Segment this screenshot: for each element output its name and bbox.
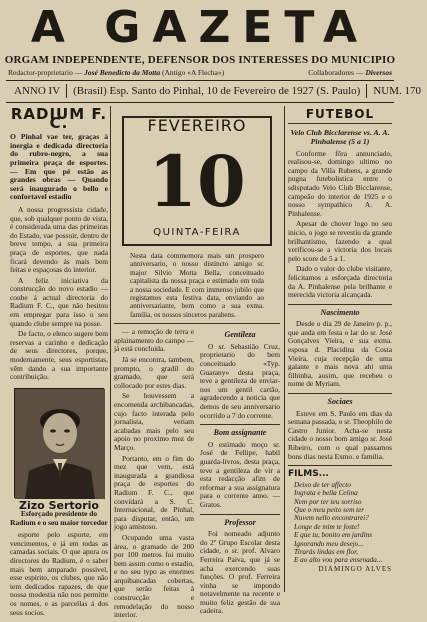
issue-number: NUM. 170 bbox=[373, 85, 421, 97]
calendar-day: 10 bbox=[148, 140, 246, 223]
poem-line: E ao alto vou para ensenada... bbox=[294, 556, 383, 565]
poem-line: E que tu, bonito em jardins bbox=[294, 531, 372, 540]
poem-line: Tirarás lindas em flor, bbox=[294, 548, 358, 557]
calendar-box bbox=[122, 116, 272, 246]
column-futebol bbox=[288, 106, 392, 592]
photo-name: Zizo Sertorio bbox=[19, 498, 99, 512]
anniversary-note: Nesta data commemora mais um prospero anniversario, o nosso distincto amigo sr. major Silvio Motta Bella, conceituado capitalista da nossa praça e estimado em toda a nossa sociedade. E com immenso jubilo que registamos esta festiva data, enviando ao anniversariante, bem como a sua exma. familia, os nossos sinceros parabens. bbox=[130, 252, 264, 319]
radium-paragraph: A feliz iniciativa da construcção do novo estadio — coube á actual directoria do Radium F. C., que não hesitou em empregar para isso o seu quando clube sempre na posse. bbox=[10, 275, 108, 328]
gentileza-heading: Gentileza bbox=[224, 330, 256, 340]
dateline bbox=[8, 84, 421, 98]
masthead-staff-line bbox=[8, 68, 392, 77]
radium-continued: Já se encontra, tambem, prompto, o gradil do gramado, que será collocado por estes dias. bbox=[114, 355, 194, 390]
futebol-headline: FUTEBOL bbox=[305, 107, 375, 121]
professor-text: Foi nomeado adjunto do 2º Grupo Escolar desta cidade, o sr. prof. Alvaro Ferreira Paiva, que já se acha exercendo suas funções. O prof. Ferreira vinha se impondo notavelmente na recente e muito feliz gestão de sua cadeira. bbox=[200, 529, 280, 616]
radium-lede: O Pinhal vae ter, graças á inergia e dedicada directoria do rubro-negro, a sua primeira praça de esportes. — Em que pé estão as grandes obras — Quando será inaugurado o bello e confortavel estadio bbox=[10, 132, 108, 202]
poem-line: Nuvem nello encontrarei? bbox=[294, 514, 369, 523]
center-subcolumns bbox=[114, 328, 280, 622]
films-poem bbox=[288, 481, 392, 565]
futebol-paragraph: Conforme fôra annunciado, realisou-se, domingo ultimo no campo da Villa Rubens, a grande pugna futebolistica entre o sdisputado Velo Club Bicclarense, campeão do interior de 1925 e o nosso sympathico A. A. Pinhalense. bbox=[288, 148, 392, 218]
futebol-paragraph: Dado o valor do clube visitante, felicitamos a esforçada directoria da A. Pinhalense pela brilhante e merecida victoria alcançada. bbox=[288, 264, 392, 300]
poem-line: Ingrata e bella Celina bbox=[294, 489, 358, 498]
section-divider bbox=[200, 424, 280, 425]
sociaes-heading: Sociaes bbox=[327, 397, 353, 407]
column-divider bbox=[284, 106, 285, 592]
futebol-paragraph: Apesar de chover logo no seu inicio, o jogo se revestiu da grande brilhantismo, fazendo a qual verificou-se a victoria dos locais pelo score de 5 a 1. bbox=[288, 219, 392, 263]
calendar-weekday: QUINTA-FEIRA bbox=[153, 227, 241, 239]
professor-heading: Professor bbox=[224, 517, 256, 527]
column-radium bbox=[10, 105, 108, 617]
sociaes-text: Esteve em S. Paulo em dias da semana passada, o sr. Theophilo de Castro Junior. Acha-se nesta cidade o nosso bom amigo sr. José Ribeiro, com o qual passamos bons dias nesta Exmo. e familia. bbox=[288, 408, 392, 461]
masthead-title: A GAZETA bbox=[30, 2, 370, 53]
radium-continued: Se houvessem a encomenda archibancadas, cujo facto interada pelo jornalista, veriam acabadas mais pelo seu apoio no proximo mez de Março. bbox=[114, 391, 194, 452]
center-right-subcolumn bbox=[200, 328, 280, 622]
issue-year: ANNO IV bbox=[14, 85, 61, 97]
nascimento-heading: Nascimento bbox=[320, 307, 360, 317]
photo-caption: Esforçado presidente do Radium e o seu maior torcedor bbox=[10, 509, 108, 527]
masthead-rule-top bbox=[6, 80, 394, 81]
section-divider bbox=[288, 393, 392, 394]
bom-assignante-text: O estimado moço sr. José de Fellipe, habil guarda-livros, desta praça, teve a gentileza de vir a esta redacção afim de reformar a sua assignatura para o corrente anno. — Gratos. bbox=[200, 439, 280, 509]
films-heading: FILMS... bbox=[288, 469, 329, 480]
bom-assignante-heading: Bom assignante bbox=[213, 428, 267, 438]
poem-line: Ignorando meu desejo... bbox=[294, 539, 364, 548]
column-center bbox=[114, 106, 280, 620]
radium-continued: Portanto, em o fim do mez que vem, está inaugurada a grandiosa praça de esportes do Radium F. C., que convidará a S. C. Internacional, de Pinhal, para disputar, então, um jogo amistoso. bbox=[114, 453, 194, 532]
section-divider bbox=[200, 514, 280, 515]
collaborators-credit: Collaboradores — Diversos bbox=[308, 68, 392, 77]
section-divider bbox=[288, 304, 392, 305]
poem-signature: DIAMINGO ALVES bbox=[318, 564, 392, 573]
center-left-subcolumn bbox=[114, 328, 194, 622]
poem-line: Deixo de ter affecto bbox=[294, 480, 351, 489]
poem-line: Nem por ter teu sorriso bbox=[294, 497, 362, 506]
section-divider bbox=[288, 465, 392, 466]
radium-continued: — a remoção de terra e aplainamento do campo — já está concluida. bbox=[114, 327, 194, 354]
portrait-image bbox=[15, 389, 105, 499]
calendar-month: FEVEREIRO bbox=[147, 116, 247, 135]
portrait-photo bbox=[14, 388, 104, 498]
radium-paragraph: A nossa progressista cidade, que, sob qualquer ponto de vista, é considerada uma das primeiras do Estado, vae possuir, dentro de breve tempo, a sua primeira praça de esportes, que nada ficará devendo ás mais bem feitas e espaçosas do interior. bbox=[10, 204, 108, 275]
radium-headline: RADIUM F. C. bbox=[10, 105, 108, 132]
masthead-rule-bottom bbox=[6, 102, 394, 103]
poem-line: Que o meu peito sem ter bbox=[294, 506, 365, 514]
issue-place-date: (Brasil) Esp. Santo do Pinhal, 10 de Fevereiro de 1927 (S. Paulo) bbox=[73, 85, 361, 97]
poem-line: Longe de mim te foste! bbox=[294, 522, 360, 531]
section-divider bbox=[288, 123, 392, 124]
column-divider bbox=[110, 106, 111, 592]
nascimento-text: Desde o dia 29 de Janeiro p. p., que anda em festa o lar do sr. José Gonçalves Vieira, e sua exma. esposa d. Placidina da Costa Vieira, cuja recepção de uma galante e mais nova ahi uma filhinha, ausim, que recebeu o nome de Myriam. bbox=[288, 319, 392, 389]
radium-paragraph: esporte pelo esporte, em vencimentos, e já em todas as camadas sociais. O que apura os directores do Radium, é o saber mais bem amparado possivel, esse espirito, os clubes, que não tem dedicados rapazes, de que nossa modestia não nos permitte os nomes, e as parcellas á dos seus socios. bbox=[10, 530, 108, 617]
gentileza-text: O sr. Sebastião Cruz, proprietario do bem conceituado «Typ. Guarany» desta praça, teve a gentileza de enviar-nos um gentil cartão, agradecendo a noticia que demos de seu anniversario ocorrido a 7 do corrente. bbox=[200, 341, 280, 420]
match-title: Velo Club Bicclarense vs. A. A. Pinhalense (5 a 1) bbox=[290, 127, 390, 146]
radium-paragraph: De facto, o elenco sugere bem reservas a carinho e dedicação de seus directores, porque, modernamente, seus esportistas, vêm dando a sua importante contribuição. bbox=[10, 329, 108, 382]
section-divider bbox=[114, 323, 280, 324]
radium-continued: Ocupando uma vasta área, o gramado de 200 por 100 metros foi muito bem assim como o estadio, e no seu typo as enormes arquibancadas cobertas, que serão feitas á construcção e remodelação do nosso interior. bbox=[114, 532, 194, 620]
director-credit: Redactor-proprietario — José Benedicto da Motta (Antigo «A Flecha») bbox=[8, 68, 225, 77]
masthead-subtitle: ORGAM INDEPENDENTE, DEFENSOR DOS INTERESSES DO MUNICIPIO bbox=[4, 54, 396, 66]
